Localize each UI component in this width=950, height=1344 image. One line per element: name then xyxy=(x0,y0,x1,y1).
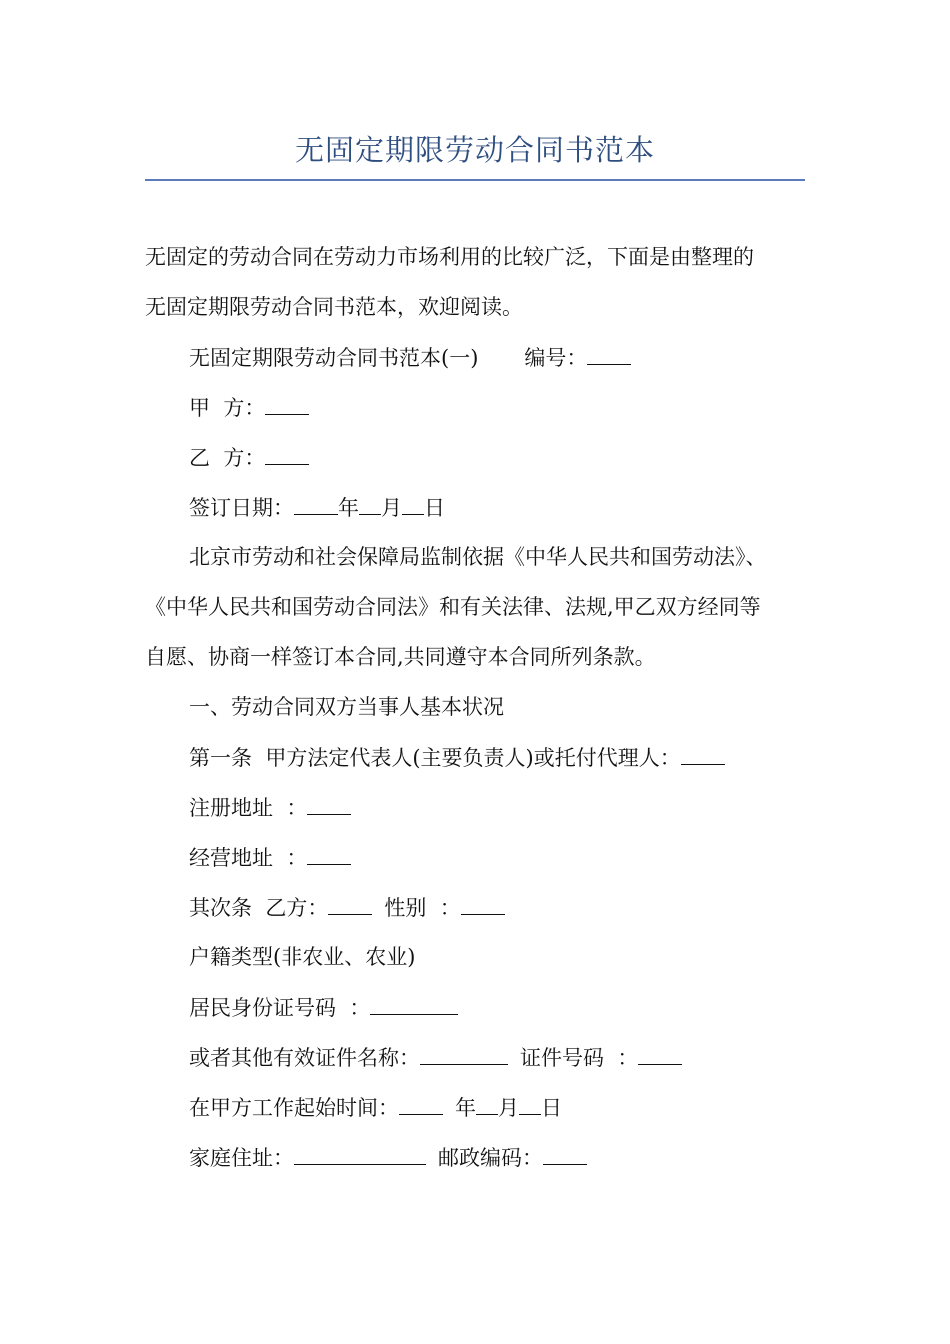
other-id-blank xyxy=(420,1042,508,1065)
id-number-blank xyxy=(370,992,458,1015)
preamble-line-2: 《中华人民共和国劳动合同法》和有关法律、法规,甲乙双方经同等 xyxy=(145,595,761,619)
article-1-line xyxy=(189,742,725,773)
id-code-blank xyxy=(638,1042,682,1065)
party-b-line xyxy=(189,442,309,473)
start-time-line xyxy=(189,1092,562,1123)
id-number-label: 居民身份证号码 ： xyxy=(189,996,371,1020)
business-address-label: 经营地址 ： xyxy=(189,846,308,870)
start-year-label: 年 xyxy=(455,1096,476,1120)
month-blank xyxy=(359,492,381,515)
sign-date-label: 签订日期： xyxy=(189,496,294,520)
registered-address-line xyxy=(189,792,351,823)
article-1-text: 第一条 甲方法定代表人(主要负责人)或托付代理人： xyxy=(189,746,681,770)
number-blank xyxy=(587,342,631,365)
business-address-blank xyxy=(307,842,351,865)
party-b-name-blank xyxy=(328,892,372,915)
home-address-blank xyxy=(294,1142,426,1165)
other-id-label: 或者其他有效证件名称： xyxy=(189,1046,420,1070)
party-b-blank xyxy=(265,442,309,465)
month-label: 月 xyxy=(381,496,402,520)
party-b-label: 乙 方： xyxy=(189,446,266,470)
section-1-title: 一、劳动合同双方当事人基本状况 xyxy=(189,695,504,719)
gender-blank xyxy=(461,892,505,915)
sign-date-line xyxy=(189,492,445,523)
start-month-blank xyxy=(476,1092,498,1115)
year-blank xyxy=(294,492,338,515)
gender-label: 性别 ： xyxy=(384,896,461,920)
postal-code-label: 邮政编码： xyxy=(438,1146,543,1170)
number-label: 编号： xyxy=(524,346,588,370)
intro-line-1: 无固定的劳动合同在劳动力市场利用的比较广泛，下面是由整理的 xyxy=(145,245,754,269)
home-address-line xyxy=(189,1142,587,1173)
start-month-label: 月 xyxy=(498,1096,519,1120)
id-code-label: 证件号码 ： xyxy=(520,1046,639,1070)
intro-line-2: 无固定期限劳动合同书范本，欢迎阅读。 xyxy=(145,295,523,319)
document-title: 无固定期限劳动合同书范本 xyxy=(294,133,655,167)
party-a-blank xyxy=(265,392,309,415)
preamble-line-3: 自愿、协商一样签订本合同,共同遵守本合同所列条款。 xyxy=(145,645,656,669)
business-address-line xyxy=(189,842,351,873)
article-2-line xyxy=(189,892,505,923)
day-label: 日 xyxy=(424,496,445,520)
contract-heading: 无固定期限劳动合同书范本(一) xyxy=(189,346,479,370)
registered-address-blank xyxy=(307,792,351,815)
postal-code-blank xyxy=(543,1142,587,1165)
title-underline xyxy=(145,179,805,181)
party-a-line xyxy=(189,392,309,423)
registered-address-label: 注册地址 ： xyxy=(189,796,308,820)
article-2-label: 其次条 乙方： xyxy=(189,896,329,920)
party-a-label: 甲 方： xyxy=(189,396,266,420)
contract-heading-line xyxy=(189,342,631,373)
year-label: 年 xyxy=(338,496,359,520)
start-year-blank xyxy=(399,1092,443,1115)
representative-blank xyxy=(681,742,725,765)
home-address-label: 家庭住址： xyxy=(189,1146,294,1170)
start-day-blank xyxy=(519,1092,541,1115)
preamble-line-1: 北京市劳动和社会保障局监制依据《中华人民共和国劳动法》、 xyxy=(189,545,767,569)
start-day-label: 日 xyxy=(541,1096,562,1120)
start-time-label: 在甲方工作起始时间： xyxy=(189,1096,399,1120)
day-blank xyxy=(402,492,424,515)
id-number-line xyxy=(189,992,458,1023)
household-type-line: 户籍类型(非农业、农业) xyxy=(189,945,416,969)
other-id-line xyxy=(189,1042,682,1073)
